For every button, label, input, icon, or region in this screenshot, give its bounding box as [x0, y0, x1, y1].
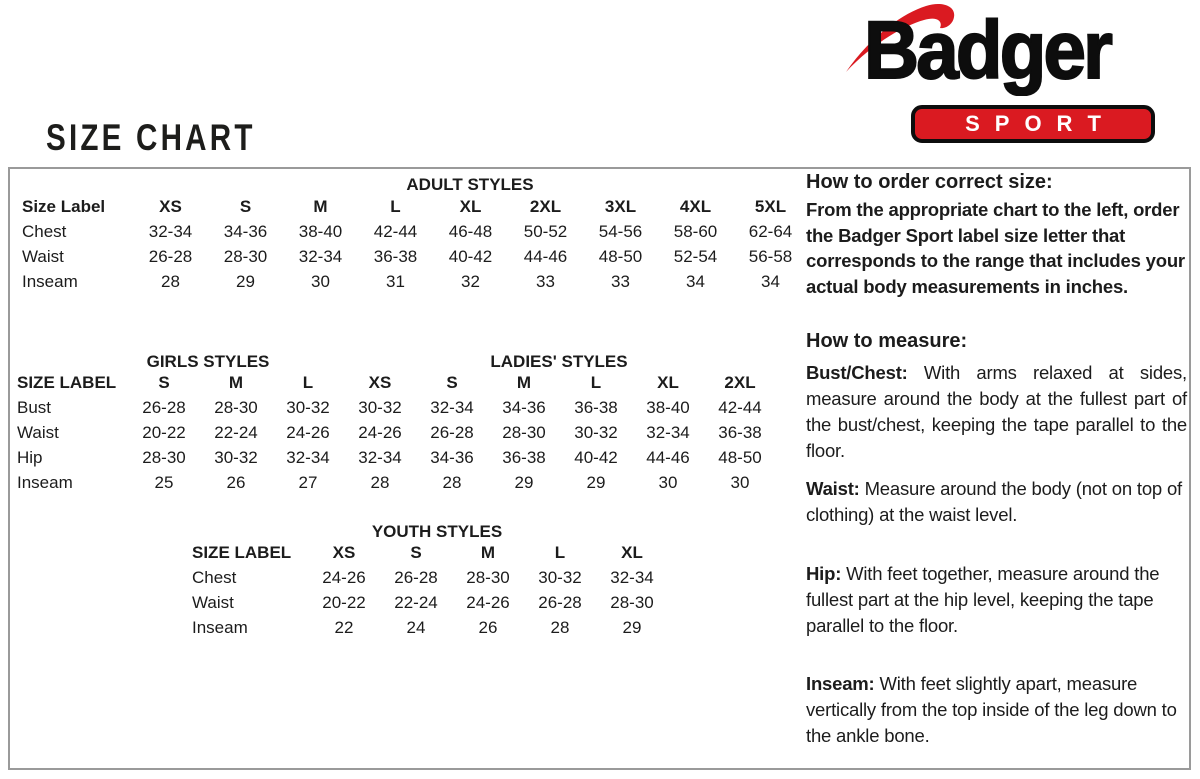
- table-cell: 29: [622, 618, 642, 637]
- table-cell: 34-36: [502, 398, 546, 417]
- table-cell: 28: [442, 473, 462, 492]
- adult-size-table: [18, 194, 808, 294]
- table-cell: 28-30: [223, 247, 268, 266]
- table-cell: 38-40: [298, 222, 343, 241]
- measurement-row-label: Inseam: [192, 618, 248, 637]
- table-cell: 28-30: [466, 568, 510, 587]
- table-cell: 32-34: [646, 423, 690, 442]
- measure-text: With feet slightly apart, measure vertically from the top inside of the leg down to the ankle bone.: [806, 673, 1177, 746]
- measurement-row-label: Chest: [192, 568, 237, 587]
- measurement-row-label: Hip: [17, 448, 43, 467]
- table-cell: 24-26: [286, 423, 330, 442]
- table-cell: 29: [586, 473, 606, 492]
- table-cell: 44-46: [523, 247, 568, 266]
- table-cell: 42-44: [373, 222, 418, 241]
- badger-wordmark: Badger: [864, 5, 1110, 96]
- size-column-header: 2XL: [529, 197, 562, 216]
- measurement-row-label: Chest: [22, 222, 67, 241]
- page-title: SIZE CHART: [46, 117, 256, 158]
- table-cell: 28: [550, 618, 570, 637]
- table-cell: 46-48: [448, 222, 493, 241]
- table-cell: 30-32: [538, 568, 582, 587]
- youth-table-title: YOUTH STYLES: [371, 522, 503, 541]
- sport-badge: [911, 105, 1155, 143]
- measure-item-hip: [806, 561, 1187, 639]
- youth-size-table: [188, 540, 668, 640]
- table-cell: 34-36: [223, 222, 268, 241]
- ladies-table-title: LADIES' STYLES: [490, 352, 628, 371]
- size-column-header: 2XL: [724, 373, 756, 392]
- table-cell: 40-42: [574, 448, 618, 467]
- order-size-text: From the appropriate chart to the left, order the Badger Sport label size letter that corresponds to the range that includes your actual body measurements in inches.: [806, 199, 1185, 297]
- measure-item-inseam: [806, 671, 1187, 749]
- measure-term: Waist:: [806, 478, 860, 499]
- table-cell: 26-28: [142, 398, 186, 417]
- table-cell: 24-26: [322, 568, 366, 587]
- table-cell: 32-34: [610, 568, 654, 587]
- table-cell: 44-46: [646, 448, 690, 467]
- table-cell: 28: [370, 473, 390, 492]
- size-label-header: SIZE LABEL: [17, 373, 117, 392]
- size-column-header: L: [590, 373, 602, 392]
- table-cell: 30-32: [286, 398, 330, 417]
- measure-item-waist: [806, 476, 1187, 528]
- table-cell: 28-30: [610, 593, 654, 612]
- measurement-row-label: Waist: [192, 593, 234, 612]
- size-column-header: XL: [621, 543, 643, 562]
- table-cell: 36-38: [574, 398, 618, 417]
- table-cell: 32-34: [430, 398, 474, 417]
- size-column-header: S: [410, 543, 422, 562]
- table-cell: 29: [236, 272, 255, 291]
- girls-ladies-size-table: [13, 370, 776, 495]
- table-cell: 31: [386, 272, 405, 291]
- brand-logo: [856, 2, 1194, 150]
- table-cell: 26-28: [148, 247, 193, 266]
- table-cell: 24-26: [358, 423, 402, 442]
- order-size-heading: How to order correct size:: [806, 171, 1053, 193]
- table-cell: 34: [686, 272, 705, 291]
- table-cell: 33: [536, 272, 555, 291]
- size-column-header: M: [228, 373, 244, 392]
- table-cell: 24-26: [466, 593, 510, 612]
- table-cell: 36-38: [718, 423, 762, 442]
- table-cell: 28-30: [214, 398, 258, 417]
- table-cell: 36-38: [502, 448, 546, 467]
- size-column-header: 5XL: [754, 197, 787, 216]
- size-column-header: 4XL: [679, 197, 712, 216]
- table-cell: 30: [658, 473, 678, 492]
- table-cell: 29: [514, 473, 534, 492]
- table-cell: 32-34: [148, 222, 193, 241]
- table-cell: 52-54: [673, 247, 718, 266]
- size-column-header: XS: [332, 543, 356, 562]
- measure-text: With arms relaxed at sides, measure around the body at the fullest part of the bust/chest, keeping the tape parallel to the floor.: [806, 362, 1187, 461]
- table-cell: 27: [298, 473, 318, 492]
- table-cell: 34: [761, 272, 780, 291]
- table-cell: 22: [334, 618, 354, 637]
- size-column-header: XL: [459, 197, 482, 216]
- table-cell: 32: [461, 272, 480, 291]
- girls-table-title: GIRLS STYLES: [146, 352, 270, 371]
- table-cell: 20-22: [142, 423, 186, 442]
- size-column-header: M: [516, 373, 532, 392]
- table-cell: 33: [611, 272, 630, 291]
- table-cell: 20-22: [322, 593, 366, 612]
- measurement-row-label: Inseam: [22, 272, 78, 291]
- measure-text: With feet together, measure around the fullest part at the hip level, keeping the tape parallel to the floor.: [806, 563, 1160, 636]
- size-column-header: L: [302, 373, 314, 392]
- table-cell: 26-28: [538, 593, 582, 612]
- measurement-row-label: Waist: [22, 247, 64, 266]
- sport-badge-label: SPORT: [965, 111, 1116, 136]
- table-cell: 32-34: [298, 247, 343, 266]
- measurement-row-label: Inseam: [17, 473, 73, 492]
- table-cell: 22-24: [214, 423, 258, 442]
- table-cell: 24: [406, 618, 426, 637]
- size-column-header: XS: [368, 373, 392, 392]
- table-cell: 50-52: [523, 222, 568, 241]
- size-column-header: S: [239, 197, 252, 216]
- table-cell: 36-38: [373, 247, 418, 266]
- measure-text: Measure around the body (not on top of clothing) at the waist level.: [806, 478, 1182, 525]
- measure-item-bust-chest: [806, 360, 1187, 464]
- table-cell: 48-50: [598, 247, 643, 266]
- table-cell: 28-30: [142, 448, 186, 467]
- table-cell: 30-32: [358, 398, 402, 417]
- table-cell: 26-28: [394, 568, 438, 587]
- table-cell: 38-40: [646, 398, 690, 417]
- table-cell: 62-64: [748, 222, 793, 241]
- size-label-header: Size Label: [22, 197, 106, 216]
- table-cell: 26: [226, 473, 246, 492]
- measure-heading: How to measure:: [806, 330, 968, 352]
- table-cell: 32-34: [286, 448, 330, 467]
- measure-term: Inseam:: [806, 673, 875, 694]
- table-cell: 30: [730, 473, 750, 492]
- size-column-header: XL: [657, 373, 679, 392]
- table-cell: 58-60: [673, 222, 718, 241]
- size-column-header: M: [313, 197, 328, 216]
- size-column-header: S: [158, 373, 170, 392]
- measure-term: Bust/Chest:: [806, 362, 908, 383]
- size-column-header: 3XL: [604, 197, 637, 216]
- table-cell: 26-28: [430, 423, 474, 442]
- table-cell: 56-58: [748, 247, 793, 266]
- measurement-row-label: Bust: [17, 398, 52, 417]
- size-column-header: L: [390, 197, 401, 216]
- table-cell: 26: [478, 618, 498, 637]
- table-cell: 34-36: [430, 448, 474, 467]
- table-cell: 30-32: [214, 448, 258, 467]
- size-column-header: L: [554, 543, 566, 562]
- size-label-header: SIZE LABEL: [192, 543, 292, 562]
- table-cell: 30: [311, 272, 330, 291]
- table-cell: 28-30: [502, 423, 546, 442]
- size-column-header: XS: [159, 197, 182, 216]
- table-cell: 48-50: [718, 448, 762, 467]
- table-cell: 28: [161, 272, 180, 291]
- size-column-header: M: [480, 543, 496, 562]
- measure-term: Hip:: [806, 563, 842, 584]
- table-cell: 32-34: [358, 448, 402, 467]
- table-cell: 40-42: [448, 247, 493, 266]
- table-cell: 54-56: [598, 222, 643, 241]
- table-cell: 30-32: [574, 423, 618, 442]
- size-column-header: S: [446, 373, 458, 392]
- table-cell: 42-44: [718, 398, 762, 417]
- adult-table-title: ADULT STYLES: [406, 175, 534, 194]
- measurement-row-label: Waist: [17, 423, 59, 442]
- table-cell: 25: [154, 473, 174, 492]
- table-cell: 22-24: [394, 593, 438, 612]
